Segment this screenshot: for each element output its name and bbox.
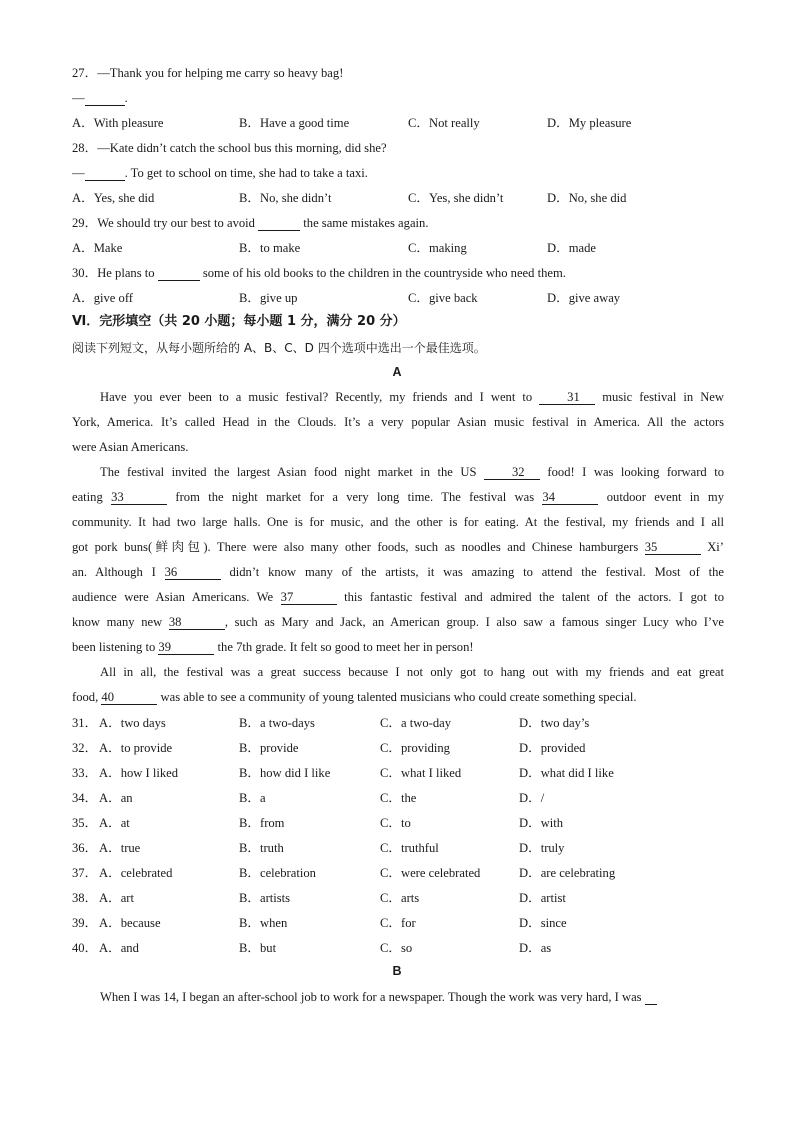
- passage-a-line: know many new 38 , such as Mary and Jack, an American group. I also saw a famous singer Lucy who I’ve: [72, 615, 724, 629]
- option-28c[interactable]: C．Yes, she didn’t: [408, 191, 504, 205]
- option-27c[interactable]: C．Not really: [408, 116, 480, 130]
- answer-blank[interactable]: [258, 217, 300, 231]
- option-29b[interactable]: B．to make: [239, 241, 301, 255]
- blank-39[interactable]: 39: [158, 641, 214, 655]
- question-30: 30．He plans to some of his old books to the children in the countryside who need them.: [72, 266, 566, 280]
- passage-a-line: got pork buns(鲜肉包). There were also many other foods, such as noodles and Chinese hamburgers 35 Xi’: [72, 540, 725, 554]
- cloze-num: 35．: [72, 816, 98, 830]
- cloze-num: 33．: [72, 766, 98, 780]
- option-28b[interactable]: B．No, she didn’t: [239, 191, 332, 205]
- blank-33[interactable]: 33: [111, 491, 167, 505]
- passage-a-line: were Asian Americans.: [72, 440, 189, 454]
- question-28-reply: — . To get to school on time, she had to take a taxi.: [72, 166, 368, 180]
- passage-a-line: York, America. It’s called Head in the Clouds. It’s a very popular Asian music festival in America. All the actors: [72, 415, 724, 429]
- option-27d[interactable]: D．My pleasure: [547, 116, 632, 130]
- answer-blank[interactable]: [85, 167, 125, 181]
- cloze-option[interactable]: D．since: [519, 916, 567, 930]
- cloze-num: 38．: [72, 891, 98, 905]
- cloze-option[interactable]: C．so: [380, 941, 413, 955]
- cloze-option[interactable]: C．were celebrated: [380, 866, 481, 880]
- passage-a-line: eating 33 from the night market for a very long time. The festival was 34 outdoor event in my: [72, 490, 724, 504]
- cloze-option[interactable]: A．to provide: [99, 741, 173, 755]
- blank-31[interactable]: 31: [539, 391, 595, 405]
- cloze-option[interactable]: C．to: [380, 816, 411, 830]
- cloze-option[interactable]: B．artists: [239, 891, 291, 905]
- cloze-option[interactable]: D．artist: [519, 891, 566, 905]
- passage-b-line: When I was 14, I began an after-school job to work for a newspaper. Though the work was very hard, I was: [100, 989, 657, 1005]
- cloze-option[interactable]: B．truth: [239, 841, 284, 855]
- cloze-option[interactable]: B．a two-days: [239, 716, 315, 730]
- answer-blank[interactable]: [85, 92, 125, 106]
- blank-32[interactable]: 32: [484, 466, 540, 480]
- cloze-option[interactable]: A．two days: [99, 716, 166, 730]
- cloze-option[interactable]: B．a: [239, 791, 266, 805]
- cloze-num: 34．: [72, 791, 98, 805]
- blank-40[interactable]: 40: [101, 691, 157, 705]
- cloze-option[interactable]: A．true: [99, 841, 141, 855]
- question-number: 27．: [72, 66, 98, 80]
- cloze-option[interactable]: C．the: [380, 791, 417, 805]
- cloze-option[interactable]: C．for: [380, 916, 416, 930]
- question-28: 28．—Kate didn’t catch the school bus this morning, did she?: [72, 141, 387, 155]
- question-27: [72, 65, 343, 81]
- option-29a[interactable]: A．Make: [72, 241, 123, 255]
- cloze-num: 32．: [72, 741, 98, 755]
- cloze-option[interactable]: D．provided: [519, 741, 586, 755]
- option-30a[interactable]: A．give off: [72, 291, 133, 305]
- cloze-option[interactable]: D．are celebrating: [519, 866, 616, 880]
- blank-37[interactable]: 37: [281, 591, 337, 605]
- passage-a-line: All in all, the festival was a great success because I not only got to hang out with my friends and eat great: [100, 665, 724, 679]
- passage-label-a: A: [392, 365, 402, 379]
- passage-a-line: an. Although I 36 didn’t know many of the artists, it was amazing to attend the festival. Most of the: [72, 565, 724, 579]
- blank-34[interactable]: 34: [542, 491, 598, 505]
- cloze-num: 31．: [72, 716, 98, 730]
- blank-38[interactable]: 38: [169, 616, 225, 630]
- cloze-option[interactable]: B．how did I like: [239, 766, 331, 780]
- option-28a[interactable]: A．Yes, she did: [72, 191, 155, 205]
- cloze-option[interactable]: D．what did I like: [519, 766, 614, 780]
- passage-a-line: audience were Asian Americans. We 37 this fantastic festival and admired the talent of the actors. I got to: [72, 590, 724, 604]
- cloze-option[interactable]: C．providing: [380, 741, 450, 755]
- cloze-option[interactable]: D．as: [519, 941, 552, 955]
- answer-blank[interactable]: [645, 991, 657, 1005]
- passage-a-line: food, 40 was able to see a community of young talented musicians who could create something special.: [72, 690, 637, 704]
- cloze-option[interactable]: C．a two-day: [380, 716, 451, 730]
- passage-a-line: been listening to 39 the 7th grade. It felt so good to meet her in person!: [72, 640, 474, 654]
- option-27a[interactable]: A．With pleasure: [72, 116, 164, 130]
- option-30b[interactable]: B．give up: [239, 291, 298, 305]
- question-27-reply: — .: [72, 91, 128, 105]
- cloze-option[interactable]: B．celebration: [239, 866, 316, 880]
- option-27b[interactable]: B．Have a good time: [239, 116, 350, 130]
- section-title: Ⅵ．完形填空（共 20 小题；每小题 1 分，满分 20 分）: [72, 314, 406, 329]
- cloze-option[interactable]: A．at: [99, 816, 130, 830]
- cloze-option[interactable]: D．/: [519, 791, 545, 805]
- answer-blank[interactable]: [158, 267, 200, 281]
- option-28d[interactable]: D．No, she did: [547, 191, 627, 205]
- option-29d[interactable]: D．made: [547, 241, 596, 255]
- passage-label-b: B: [392, 964, 402, 978]
- option-30c[interactable]: C．give back: [408, 291, 478, 305]
- passage-a-line: Have you ever been to a music festival? Recently, my friends and I went to 31 music festival in New: [100, 390, 724, 404]
- blank-35[interactable]: 35: [645, 541, 701, 555]
- cloze-option[interactable]: B．but: [239, 941, 277, 955]
- blank-36[interactable]: 36: [165, 566, 221, 580]
- cloze-option[interactable]: C．arts: [380, 891, 420, 905]
- passage-a-line: The festival invited the largest Asian food night market in the US 32 food! I was looking forward to: [100, 465, 724, 479]
- cloze-num: 37．: [72, 866, 98, 880]
- cloze-option[interactable]: A．celebrated: [99, 866, 173, 880]
- cloze-num: 39．: [72, 916, 98, 930]
- option-30d[interactable]: D．give away: [547, 291, 621, 305]
- cloze-num: 40．: [72, 941, 98, 955]
- cloze-num: 36．: [72, 841, 98, 855]
- passage-a-line: community. It had two large halls. One is for music, and the other is for eating. At the festival, my friends and I all: [72, 515, 724, 529]
- cloze-option[interactable]: C．truthful: [380, 841, 439, 855]
- section-instruction: 阅读下列短文，从每小题所给的 A、B、C、D 四个选项中选出一个最佳选项。: [72, 341, 486, 355]
- cloze-option[interactable]: A．art: [99, 891, 134, 905]
- cloze-option[interactable]: A．how I liked: [99, 766, 179, 780]
- cloze-option[interactable]: D．with: [519, 816, 564, 830]
- cloze-option[interactable]: D．two day’s: [519, 716, 590, 730]
- cloze-option[interactable]: A．because: [99, 916, 161, 930]
- cloze-option[interactable]: D．truly: [519, 841, 565, 855]
- cloze-option[interactable]: A．and: [99, 941, 139, 955]
- cloze-option[interactable]: B．when: [239, 916, 288, 930]
- cloze-option[interactable]: A．an: [99, 791, 133, 805]
- question-stem: —Thank you for helping me carry so heavy bag!: [97, 66, 344, 80]
- option-29c[interactable]: C．making: [408, 241, 467, 255]
- question-29: 29．We should try our best to avoid the same mistakes again.: [72, 216, 429, 230]
- cloze-option[interactable]: C．what I liked: [380, 766, 462, 780]
- cloze-option[interactable]: B．provide: [239, 741, 299, 755]
- cloze-option[interactable]: B．from: [239, 816, 285, 830]
